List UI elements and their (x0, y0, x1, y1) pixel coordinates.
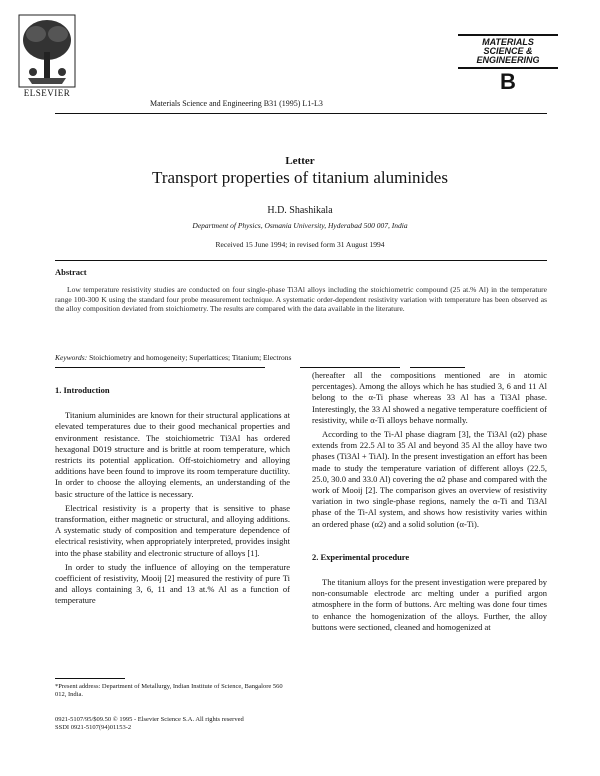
abstract-bottom-rule (300, 367, 400, 368)
abstract-text: Low temperature resistivity studies are conducted on four single-phase Ti3Al alloys including the stoichiometric compound (25 at.% Al) in the temperature range 100-300 K using the standard four probe measurement technique. A systematic order-dependent resistivity variation with temperature has been observed as the alloy composition deviated from stoichiometry. The results are compared with the data available in the literature. (55, 285, 547, 313)
footnote-text: Present address: Department of Metallurgy, Indian Institute of Science, Bangalore 560 012, India. (55, 683, 283, 698)
copyright-block (55, 716, 355, 732)
masthead-rule (458, 34, 558, 36)
footnote (55, 683, 290, 699)
journal-citation: Materials Science and Engineering B31 (1995) L1-L3 (150, 99, 323, 108)
paragraph: (hereafter all the compositions mentioned are in atomic percentages). Among the alloys which he has studied 3, 6 and 11 Al belong to the α-Ti phase whereas 33 Al has a Ti3Al phase. Interestingly, the 33 Al showed a negative temperature coefficient of resistivity, while α-Ti alloys behave normally. (312, 370, 547, 425)
left-column (55, 385, 290, 610)
paragraph: In order to study the influence of alloying on the temperature coefficient of resistivity, Mooij [2] measured the restivity of pure Ti and alloys containing 3, 6, 11 and 13 at.% Al as a function of temperature (55, 561, 290, 606)
right-column (312, 370, 547, 636)
publisher-logo (18, 14, 76, 98)
paragraph: Titanium aluminides are known for their structural applications at elevated temperatures due to their good mechanical properties and environment resistance. The stoichiometric Ti3Al has ordered hexagonal D019 structure and is brittle at room temperature, which restricts its potential application. Off-stoichiometry and alloying additions have been found to improve its room temperature ductility. In order to choose the alloying elements, an understanding of the basic structure of the lattice is necessary. (55, 410, 290, 499)
abstract-heading: Abstract (55, 267, 87, 277)
footnote-mark: * (55, 683, 59, 690)
journal-masthead (458, 32, 558, 93)
ssdi-line: SSDI 0921-5107(94)01153-2 (55, 724, 132, 731)
masthead-line-3: ENGINEERING (476, 55, 540, 65)
abstract-bottom-rule (55, 367, 265, 368)
masthead-line-1: MATERIALS (482, 37, 534, 47)
author-name: H.D. Shashikala (267, 205, 333, 216)
paragraph: Electrical resistivity is a property that is sensitive to phase transformation, either magnetic or structural, and alloying additions. A systematic study of composition and temperature dependence of electrical resistivity, when appropriately interpreted, provides insight into the phase stability and electronic structure of alloys [1]. (55, 502, 290, 558)
footnote-rule (55, 678, 125, 679)
keywords-text: Stoichiometry and homogeneity; Superlattices; Titanium; Electrons (89, 353, 292, 362)
keywords-label: Keywords: (55, 353, 88, 362)
keywords (55, 353, 547, 362)
publisher-name: ELSEVIER (23, 88, 71, 98)
section-type: Letter (285, 155, 315, 167)
masthead-line-2: SCIENCE & (483, 46, 533, 56)
received-dates: Received 15 June 1994; in revised form 31 August 1994 (215, 240, 385, 249)
paragraph: According to the Ti-Al phase diagram [3], the Ti3Al (α2) phase extends from 22.5 Al to 35 Al and beyond 35 Al the alloy have two phases (Ti3Al + TiAl). In the present investigation an effort has been made to study the temperature variation of different alloys (22.5, 25.0, 30.0 and 33.0 Al) covering the α2 phase and compared with the work of Mooij [2]. The comparison gives an overview of resistivity variation in two single-phase regions, namely the α-Ti and Ti3Al phase of the Ti-Al system, and shows how resistivity varies within an ordered phase (α2) and a solid solution (α-Ti). (312, 429, 547, 529)
abstract-top-rule (55, 260, 547, 261)
paragraph: The titanium alloys for the present investigation were prepared by non-consumable electrode arc melting under a purified argon atmosphere in the form of buttons. Arc melting was done four times to enhance the homogenization of the alloys. Further, the alloy buttons were sectioned, cleaned and homogenized at (312, 577, 547, 632)
copyright-line: 0921-5107/95/$09.50 © 1995 - Elsevier Science S.A. All rights reserved (55, 716, 244, 723)
elsevier-tree-logo (18, 14, 76, 88)
article-title: Transport properties of titanium aluminides (152, 168, 448, 187)
abstract-bottom-rule (410, 367, 465, 368)
masthead-letter: B (500, 69, 516, 94)
section-heading-introduction: 1. Introduction (55, 385, 110, 395)
section-heading-experimental: 2. Experimental procedure (312, 551, 410, 562)
author-affiliation: Department of Physics, Osmania University, Hyderabad 500 007, India (192, 221, 408, 230)
header-rule (55, 113, 547, 114)
